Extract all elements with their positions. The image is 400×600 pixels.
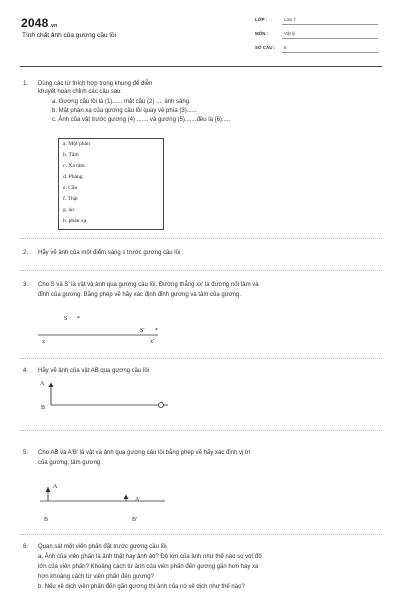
question-divider xyxy=(20,358,382,359)
word-choice: a. Một phần xyxy=(63,141,90,147)
word-choice: f. Thật xyxy=(63,196,78,202)
grade-label: LỚP : xyxy=(255,17,268,22)
point-s-marker: * xyxy=(77,316,80,322)
q4-figure xyxy=(0,376,400,416)
word-choice: g. ảo xyxy=(63,207,74,213)
q1-item-c: c. Ảnh của vật trước gương (4) ....... và gương (5).......đều là (6)..... xyxy=(52,117,231,123)
point-b-prime-label: B' xyxy=(132,517,138,523)
grade-underline xyxy=(282,24,378,25)
q6-line-3: lớn của viên phấn? Khoảng cách từ ảnh của viên phấn đến gương gần hơn hay xa xyxy=(38,564,259,570)
q2-text: Hãy vẽ ảnh của một điểm sáng s trước gương cầu lồi xyxy=(38,250,181,256)
q1-item-b: b. Mặt phản xạ của gương cầu lồi quay về phía (3)...... xyxy=(52,108,197,114)
q2-number: 2. xyxy=(23,250,29,256)
q5-number: 5. xyxy=(23,450,29,456)
q1-number: 1. xyxy=(23,81,29,87)
point-s-prime-label: S' xyxy=(140,328,145,334)
q3-number: 3. xyxy=(23,282,29,288)
question-count-underline xyxy=(282,52,378,53)
q6-line-5: b. Nếu xê dịch viên phấn đến gần gương thì ảnh của nó xê dịch như thế nào? xyxy=(38,584,245,590)
focal-point-marker xyxy=(159,403,164,408)
point-a-label: A xyxy=(53,484,58,490)
q4-text: Hãy vẽ ảnh của vật AB qua gương cầu lồi xyxy=(38,368,150,374)
point-s-prime-marker: * xyxy=(155,328,158,334)
header-divider xyxy=(20,66,382,67)
q5-line-2: của gương, tâm gương xyxy=(38,460,101,466)
word-choice: b. Tâm xyxy=(63,152,79,158)
q1-word-bank xyxy=(58,138,164,230)
question-divider xyxy=(20,430,382,431)
grade-value: Lớp 7 xyxy=(284,17,296,22)
q3-line-2: đỉnh của gương. Bằng phép vẽ hãy xác định đỉnh gương và tâm của gương. xyxy=(38,292,241,298)
question-count-value: 6 xyxy=(284,45,287,50)
axis-x-label: x xyxy=(42,339,45,345)
point-b-label: B xyxy=(41,405,46,411)
q3-line-1: Cho S và S' là vật và ảnh qua gương cầu lồi. Đường thẳng xx' là đường nối tâm và xyxy=(38,282,259,288)
point-a-prime-label: A' xyxy=(135,497,141,503)
question-count-label: SỐ CÂU : xyxy=(255,45,276,50)
question-divider xyxy=(20,534,382,535)
course-value: Vật lý xyxy=(284,31,296,36)
worksheet-title: Tính chất ảnh của gương cầu lồi xyxy=(22,32,116,39)
q6-line-4: hơn khoảng cách từ viên phấn đến gương? xyxy=(38,574,154,580)
point-a-label: A xyxy=(40,381,45,387)
q6-line-2: a. Ảnh của viên phấn là ảnh thật hay ảnh ảo? Độ lớn của ảnh như thế nào so với độ xyxy=(38,554,262,560)
q4-number: 4. xyxy=(23,368,29,374)
question-divider xyxy=(20,270,382,271)
logo-text: 2048 xyxy=(21,16,49,30)
q1-item-a: a. Gương cầu lồi là (1)...... mặt cầu (2) .... ảnh sáng. xyxy=(52,99,191,105)
site-logo xyxy=(21,16,57,30)
q5-line-1: Cho AB và A'B' là vật và ảnh qua gương cầu lồi bằng phép vẽ hãy xác định vị trí xyxy=(38,450,251,456)
course-label: MÔN : xyxy=(255,31,269,36)
arrow-head-icon xyxy=(49,383,54,388)
axis-x-prime-label: x' xyxy=(150,339,155,345)
arrow-head-icon xyxy=(124,495,129,500)
arrow-head-icon xyxy=(46,487,51,492)
q3-figure xyxy=(0,305,400,350)
word-choice: c. Xa tâm xyxy=(63,163,85,169)
question-divider xyxy=(20,238,382,239)
q6-number: 6. xyxy=(23,544,29,550)
q1-line-1: Dùng các từ thích hợp trong khung để diễn xyxy=(38,81,153,87)
logo-suffix: .vn xyxy=(49,23,58,29)
word-choice: e. Cầu xyxy=(63,185,78,191)
q6-line-1: Quan sát một viên phấn đặt trước gương cầu lồi xyxy=(38,544,167,550)
q1-line-2: khuyết hoàn chỉnh các câu sau: xyxy=(38,89,123,95)
word-choice: d. Phẳng xyxy=(63,174,83,180)
point-s-label: S xyxy=(64,316,68,322)
course-underline xyxy=(282,38,378,39)
point-b-label: B xyxy=(44,517,49,523)
word-choice: h. phản xạ xyxy=(63,218,87,224)
q5-figure xyxy=(0,476,400,526)
